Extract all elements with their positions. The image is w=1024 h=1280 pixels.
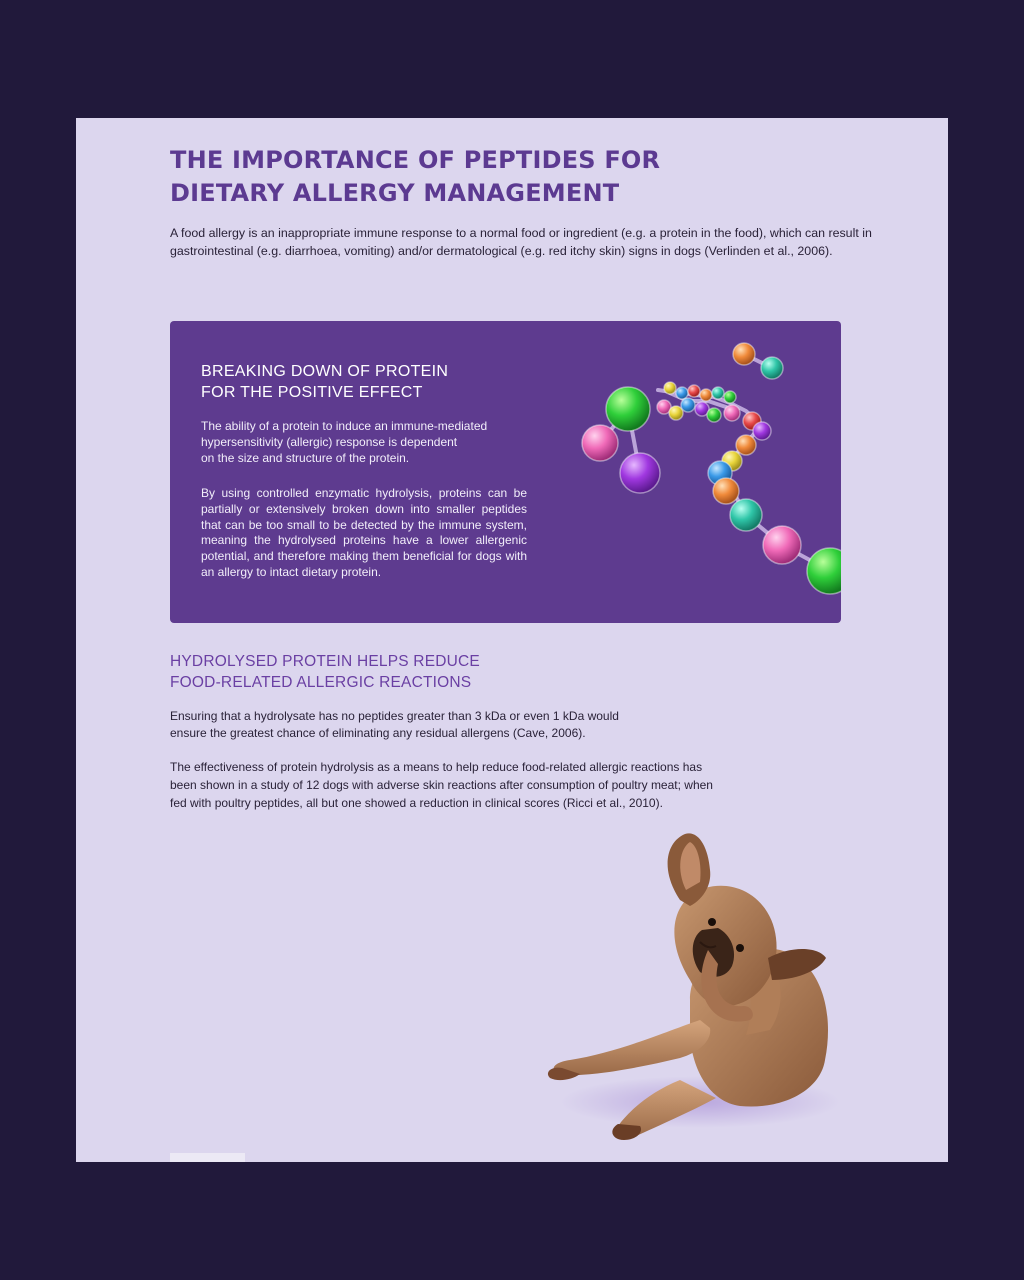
- section-p2-line-1: The effectiveness of protein hydrolysis as a means to help reduce food-related allergic reactions has: [170, 760, 703, 774]
- panel-p1-line-2: hypersensitivity (allergic) response is dependent: [201, 435, 458, 449]
- section-p1-line-2: ensure the greatest chance of eliminating any residual allergens (Cave, 2006).: [170, 726, 586, 740]
- section-paragraph-2: [170, 758, 790, 812]
- section-p2-line-2: been shown in a study of 12 dogs with adverse skin reactions after consumption of poultry meat; when: [170, 778, 713, 792]
- document-page: [76, 118, 948, 1162]
- panel-title-line-1: BREAKING DOWN OF PROTEIN: [201, 363, 449, 380]
- section-title-line-2: FOOD-RELATED ALLERGIC REACTIONS: [170, 674, 472, 691]
- page-tab-marker: [170, 1153, 245, 1162]
- peptide-molecule-icon: [570, 333, 841, 603]
- section-p1-line-1: Ensuring that a hydrolysate has no peptides greater than 3 kDa or even 1 kDa would: [170, 709, 619, 723]
- section-title-line-1: HYDROLYSED PROTEIN HELPS REDUCE: [170, 653, 480, 670]
- page-title-line-2: DIETARY ALLERGY MANAGEMENT: [170, 179, 620, 207]
- section-paragraph-1: [170, 708, 690, 742]
- page-title-line-1: THE IMPORTANCE OF PEPTIDES FOR: [170, 146, 661, 174]
- intro-paragraph: A food allergy is an inappropriate immune response to a normal food or ingredient (e.g. a protein in the food), which can result in gastrointestinal (e.g. diarrhoea, vomiting) and/or dermatological (e.g. red itchy skin) signs in dogs (Verlinden et al., 2006).: [170, 226, 872, 258]
- panel-title-line-2: FOR THE POSITIVE EFFECT: [201, 384, 423, 401]
- panel-title: [201, 361, 448, 403]
- page-title: [170, 144, 660, 210]
- section-title: [170, 651, 480, 693]
- panel-paragraph-2: By using controlled enzymatic hydrolysis, proteins can be partially or extensively broken down into smaller peptides that can be too small to be detected by the immune system, meaning the hydrolysed proteins have a lower allergenic potential, and therefore making them beneficial for dogs with an allergy to intact dietary protein.: [201, 486, 527, 579]
- protein-breakdown-panel: [170, 321, 841, 623]
- french-bulldog-scratching: [540, 830, 840, 1150]
- panel-p1-line-3: on the size and structure of the protein.: [201, 451, 410, 465]
- panel-p1-line-1: The ability of a protein to induce an immune-mediated: [201, 419, 488, 433]
- panel-paragraph-1: [201, 418, 531, 466]
- section-p2-line-3: fed with poultry peptides, all but one showed a reduction in clinical scores (Ricci et al., 2010).: [170, 796, 663, 810]
